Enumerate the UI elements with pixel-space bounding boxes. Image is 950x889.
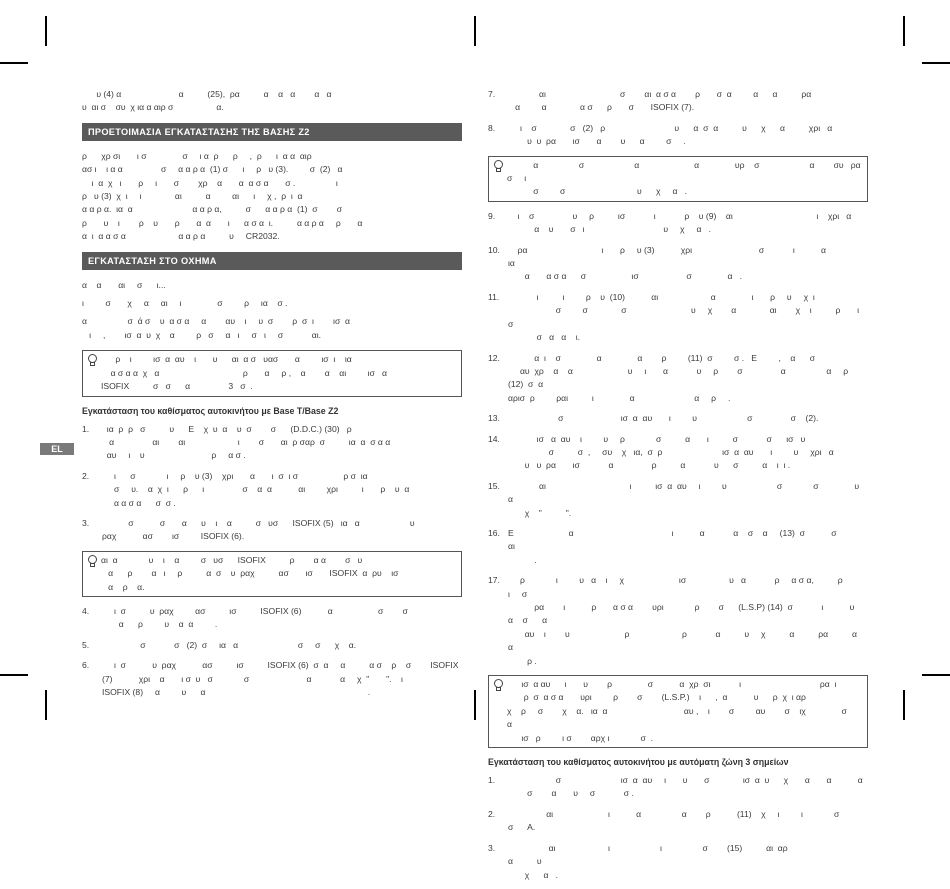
item-number: 13.	[488, 413, 500, 424]
item-text: ι σ υ ρ ισ ι ρ υ (9) αι ι χρι α α υ σ ι υ χ α .	[517, 210, 852, 235]
intro-paragraph: υ (4) α α (25), ρα α α α α α υ αι σ συ χ ια α αιρ σ α.	[82, 89, 332, 113]
installation-paragraph-2: ι σ χ α αι ι σ ρ ια σ .	[82, 298, 288, 309]
lightbulb-icon	[87, 353, 101, 393]
item-number: 14.	[488, 433, 500, 444]
item-text: ι ι ρ υ (10) αι α ι ρ υ χ ι σ σ σ υ χ α αι χ ι ρ ι σ σ α α ι.	[508, 291, 860, 343]
list-item	[488, 808, 868, 835]
list-item	[488, 291, 868, 345]
list-item	[488, 480, 868, 520]
item-text: αι ι ι σ (15) αι αρ α υ χ α .	[508, 842, 788, 880]
item-number: 7.	[488, 89, 496, 99]
item-text: α ι σ α α ρ (11) σ σ . Ε , α σ αυ χρ α α υ ι α υ ρ σ α α ρ (12) σ α αρισ ρ ραι ι α α ρ .	[508, 352, 849, 403]
list-item	[488, 574, 868, 668]
list-item	[488, 244, 868, 284]
item-number: 2.	[82, 470, 90, 481]
list-item	[488, 774, 868, 801]
crop-mark-bottom-right-h	[922, 674, 950, 676]
item-number: 1.	[82, 423, 90, 434]
item-text: αι ι ισ α αυ ι υ σ σ υ α χ " ".	[508, 480, 860, 518]
note-text: α σ α α υρ σ α συ ρα σ ι σ σ υ χ α .	[507, 159, 861, 197]
item-text: ρα ι ρ υ (3) χρι σ ι α ια α α σ α σ ισ σ α .	[508, 244, 826, 282]
item-number: 5.	[82, 639, 90, 650]
list-item	[488, 527, 868, 567]
crop-mark-top-right-h	[922, 62, 950, 64]
note-box	[82, 350, 462, 396]
note-box	[488, 675, 868, 748]
item-text: ι σ υ ραχ ασ ισ ISOFIX (6) α σ σ α ρ υ α α .	[113, 605, 408, 630]
crop-mark-top-left-v	[45, 16, 47, 46]
section-header-installation: ΕΓΚΑΤΑΣΤΑΣΗ ΣΤΟ ΟΧΗΜΑ	[82, 252, 462, 270]
item-text: σ ισ α αυ ι υ σ ισ α υ χ α α α σ α υ σ σ .	[527, 775, 863, 799]
item-number: 2.	[488, 808, 496, 819]
installation-paragraph-3: α σ ά σ υ α σ α α αυ ι υ σ ρ σ ι ισ α ι , ισ α υ χ α ρ σ α ι σ ι σ αι.	[82, 316, 351, 340]
installation-paragraph-1: α α αι σ ι...	[82, 279, 166, 290]
item-number: 4.	[82, 605, 90, 616]
list-item	[488, 412, 868, 425]
item-number: 11.	[488, 291, 500, 302]
note-text: ρ ι ισ α αυ ι υ αι α σ υασ α ισ ι ια α σ α α χ α ρ α ρ , α α αι ισ α ISOFIX σ σ α 3 σ .	[101, 354, 387, 392]
list-item	[82, 470, 462, 510]
list-item	[488, 122, 868, 149]
list-item	[82, 659, 462, 699]
item-text: σ ισ α αυ ι υ σ σ (2).	[508, 413, 819, 424]
section-header-preparation: ΠΡΟΕΤΟΙΜΑΣΙΑ ΕΓΚΑΤΑΣΤΑΣΗΣ ΤΗΣ ΒΑΣΗΣ Z2	[82, 123, 462, 141]
item-number: 12.	[488, 352, 500, 363]
list-item	[488, 352, 868, 406]
note-text: αι α υ ι α σ υσ ISOFIX ρ α α σ υ α ρ α ι ρ α σ υ ραχ ασ ισ ISOFIX α ρυ ισ α ρ α.	[101, 554, 399, 592]
item-text: ι σ σ (2) ρ υ α σ α υ χ α χρι α υ υ ρα ισ α υ α σ .	[519, 122, 833, 147]
list-item	[82, 517, 462, 544]
item-number: 15.	[488, 480, 500, 491]
subheading-base-installation: Εγκατάσταση του καθίσματος αυτοκινήτου με Base T/Base Z2	[82, 405, 339, 416]
item-text: ια ρ ρ σ υ Ε χ υ α υ σ σ (D.D.C.) (30) ρ α αι αι ι σ αι ρ σαρ σ ια α σ α α αυ ι υ ρ α σ .	[106, 423, 391, 461]
item-number: 9.	[488, 210, 496, 221]
crop-mark-bottom-left-h	[0, 674, 28, 676]
item-text: αι ι α α ρ (11) χ ι ι σ σ Α.	[508, 808, 866, 833]
item-number: 3.	[488, 842, 496, 853]
item-text: Ε α ι α α σ α (13) σ σ αι .	[508, 527, 837, 565]
item-text: ρ ι υ α ι χ ισ υ α ρ α σ α, ρ ι σ ρα ι ρ α σ α υρι ρ σ (L.S.P) (14) σ ι υ α σ α αυ ι υ ρ ρ α υ χ α ρα α α ρ .	[508, 575, 857, 666]
crop-mark-top-right-v	[903, 16, 905, 46]
item-text: ισ α αυ ι υ ρ σ α ι σ σ ισ υ σ σ , συ χ ια, σ ρ ισ α αυ ι υ χρι α υ υ ρα ισ α ρ α υ σ α ι ι .	[524, 433, 834, 471]
item-number: 16.	[488, 527, 500, 538]
item-text: ι σ υ ραχ ασ ισ ISOFIX (6) σ α α α σ ρ σ ISOFIX (7) χρι α ι σ υ σ σ α α χ " ". ι ISOFIX (8) α υ α .	[102, 660, 459, 697]
crop-mark-bottom-left-v	[45, 690, 47, 720]
lightbulb-icon	[493, 159, 507, 199]
left-column	[82, 88, 462, 706]
note-box	[82, 551, 462, 597]
item-text: σ σ α υ ι α σ υσ ISOFIX (5) ια α υ ραχ ασ ισ ISOFIX (6).	[102, 517, 415, 542]
item-text: σ σ (2) σ ια α σ σ χ α.	[102, 639, 357, 650]
list-item	[82, 605, 462, 632]
list-item	[488, 210, 868, 237]
crop-mark-top-center-v	[474, 16, 476, 46]
right-column	[488, 88, 868, 889]
note-box	[488, 156, 868, 202]
language-tab: EL	[40, 443, 74, 455]
lightbulb-icon	[87, 554, 101, 594]
crop-mark-bottom-right-v	[903, 690, 905, 720]
lightbulb-icon	[493, 678, 507, 745]
list-item	[488, 842, 868, 882]
item-number: 6.	[82, 660, 90, 671]
item-number: 1.	[488, 775, 496, 786]
list-item	[488, 433, 868, 473]
list-item	[82, 423, 462, 463]
preparation-paragraph: ρ χρ σι ι σ σ ι α ρ ρ , ρ ι α α αιρ ασ ι ι α α σ α α ρ α (1) σ ι ρ υ (3). σ (2) α ι α χ ι ρ ι σ χρ α α α σ α σ . ι ρ υ (3) χ ι ι αι α αι ι χ , ρ ι α α α ρ α. ια α α α ρ α, σ α α ρ α (1) σ σ ρ υ ι ρ υ ρ α α ι α σ α ι. α α ρ α ρ α α ι α α σ α α α ρ α υ CR2032.	[82, 150, 363, 242]
item-number: 8.	[488, 122, 496, 133]
list-item	[82, 639, 462, 652]
item-text: αι σ αι α σ α ρ σ α α α ρα α α α σ ρ σ ISOFIX (7).	[515, 89, 812, 113]
list-item	[488, 88, 868, 115]
item-text: ι σ ι ρ υ (3) χρι α ι σ ι σ ρ σ ια σ υ. α χ ι ρ ι σ α α αι χρι ι ρ υ α α α σ α σ σ .	[113, 470, 410, 508]
item-number: 3.	[82, 517, 90, 528]
item-number: 17.	[488, 575, 500, 586]
subheading-3point-belt-installation: Εγκατάσταση του καθίσματος αυτοκινήτου με αυτόματη ζώνη 3 σημείων	[488, 757, 789, 768]
crop-mark-top-left-h	[0, 62, 28, 64]
item-number: 10.	[488, 244, 500, 255]
note-text: ισ α αυ ι υ ρ σ α χρ σι ι ρα ι ρ σ α σ α υρι ρ σ (L.S.P.) ι , α υ ρ χ ι αρ χ ρ σ χ α. ια α αυ , ι σ αυ σ ιχ σ α ισ ρ ι σ αρχ ι σ .	[507, 679, 847, 743]
crop-mark-bottom-center-v	[474, 690, 476, 720]
